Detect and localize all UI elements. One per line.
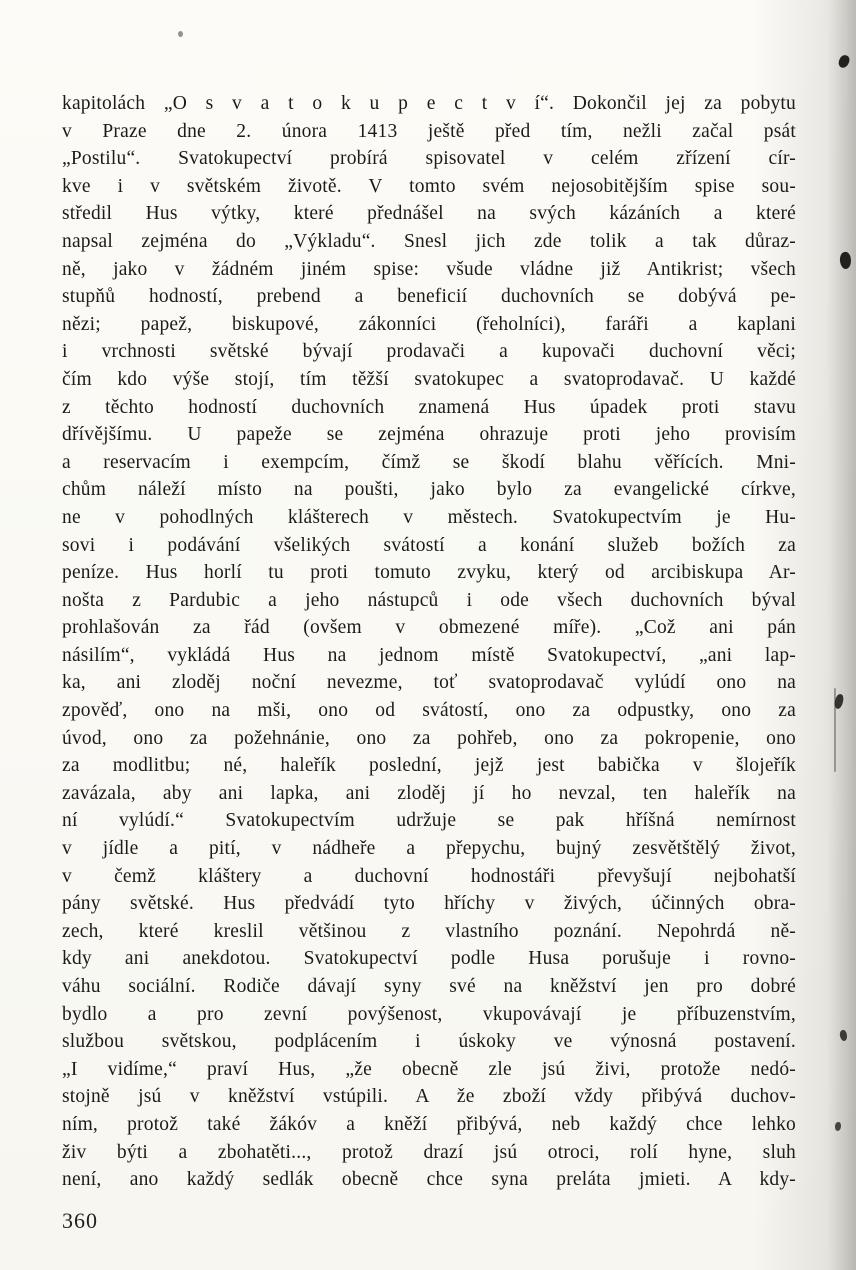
text-line: ně, jako v žádném jiném spise: všude vládne již Antikrist; všech [62, 258, 796, 280]
text-line: sovi i podávání všelikých svátostí a konání služeb božích za [62, 534, 796, 556]
text-line: „I vidíme,“ praví Hus, „že obecně zle jsú živi, protože nedó- [62, 1058, 796, 1080]
text-line: a reservacím i exempcím, čímž se škodí blahu věřících. Mni- [62, 451, 796, 473]
text-line: v jídle a pití, v nádheře a přepychu, bujný zesvětštělý život, [62, 838, 796, 860]
text-line: zech, které kreslil většinou z vlastního poznání. Nepohrdá ně- [62, 920, 796, 942]
text-line: nězi; papež, biskupové, zákonníci (řeholníci), faráři a kaplani [62, 313, 796, 335]
text-line: za modlitbu; né, haleřík poslední, jejž jest babička v šlojeřík [62, 755, 796, 777]
text-line: zpověď, ono na mši, ono od svátostí, ono za odpustky, ono za [62, 700, 796, 722]
text-line: pány světské. Hus předvádí tyto hříchy v živých, účinných obra- [62, 893, 796, 915]
text-line: stojně jsú v kněžství vstúpili. A že zboží vždy přibývá duchov- [62, 1086, 796, 1108]
text-line: službou světskou, podplácením i úskoky ve výnosná postavení. [62, 1031, 796, 1053]
text-line: ka, ani zloděj noční nevezme, toť svatoprodavač vylúdí ono na [62, 672, 796, 694]
text-line: ním, protož také žákóv a kněží přibývá, neb každý chce lehko [62, 1113, 796, 1135]
text-line: není, ano každý sedlák obecně chce syna preláta jmieti. A kdy- [62, 1169, 796, 1191]
text-line: úvod, ono za požehnánie, ono za pohřeb, ono za pokropenie, ono [62, 727, 796, 749]
text-line: kve i v světském životě. V tomto svém nejosobitějším spise sou- [62, 175, 796, 197]
page-number: 360 [62, 1208, 98, 1233]
text-line: chům náleží místo na poušti, jako bylo za evangelické církve, [62, 479, 796, 501]
text-line: i vrchnosti světské bývají prodavači a kupovači duchovní věci; [62, 341, 796, 363]
text-line: v Praze dne 2. února 1413 ještě před tím, nežli začal psát [62, 120, 796, 142]
text-line: peníze. Hus horlí tu proti tomuto zvyku, který od arcibiskupa Ar- [62, 562, 796, 584]
text-line: násilím“, vykládá Hus na jednom místě Svatokupectví, „ani lap- [62, 644, 796, 666]
text-line: středil Hus výtky, které přednášel na svých kázáních a které [62, 203, 796, 225]
text-line: živ býti a zbohatěti..., protož drazí jsú otroci, rolí hyne, sluh [62, 1141, 796, 1163]
text-line: kdy ani anekdotou. Svatokupectví podle Husa porušuje i rovno- [62, 948, 796, 970]
text-line: v čemž kláštery a duchovní hodnostáři převyšují nejbohatší [62, 865, 796, 887]
text-line: ní vylúdí.“ Svatokupectvím udržuje se pak hříšná nemírnost [62, 810, 796, 832]
text-line: čím kdo výše stojí, tím těžší svatokupec a svatoprodavač. U každé [62, 368, 796, 390]
text-line: zavázala, aby ani lapka, ani zloděj jí ho nevzal, ten haleřík na [62, 782, 796, 804]
text-line: stupňů hodností, prebend a beneficií duchovních se dobývá pe- [62, 286, 796, 308]
text-line: dřívějšímu. U papeže se zejména ohrazuje proti jeho provisím [62, 424, 796, 446]
text-line: prohlašován za řád (ovšem v obmezené míře). „Což ani pán [62, 617, 796, 639]
scan-streak [834, 688, 836, 772]
text-line: z těchto hodností duchovních znamená Hus úpadek proti stavu [62, 396, 796, 418]
text-line: „Postilu“. Svatokupectví probírá spisovatel v celém zřízení cír- [62, 148, 796, 170]
text-line: nošta z Pardubic a jeho nástupců i ode všech duchovních býval [62, 589, 796, 611]
text-line: ne v pohodlných klášterech v městech. Svatokupectvím je Hu- [62, 506, 796, 528]
text-line: váhu sociální. Rodiče dávají syny své na kněžství jen pro dobré [62, 976, 796, 997]
text-line: kapitolách „O s v a t o k u p e c t v í“. Dokončil jej za pobytu [62, 93, 796, 114]
text-line: napsal zejména do „Výkladu“. Snesl jich zde tolik a tak důraz- [62, 230, 796, 252]
text-line: bydlo a pro zevní povýšenost, vkupovávají je příbuzenstvím, [62, 1003, 796, 1025]
binding-shadow [826, 0, 856, 1270]
scan-speck [178, 31, 183, 37]
page-text [62, 90, 796, 1194]
